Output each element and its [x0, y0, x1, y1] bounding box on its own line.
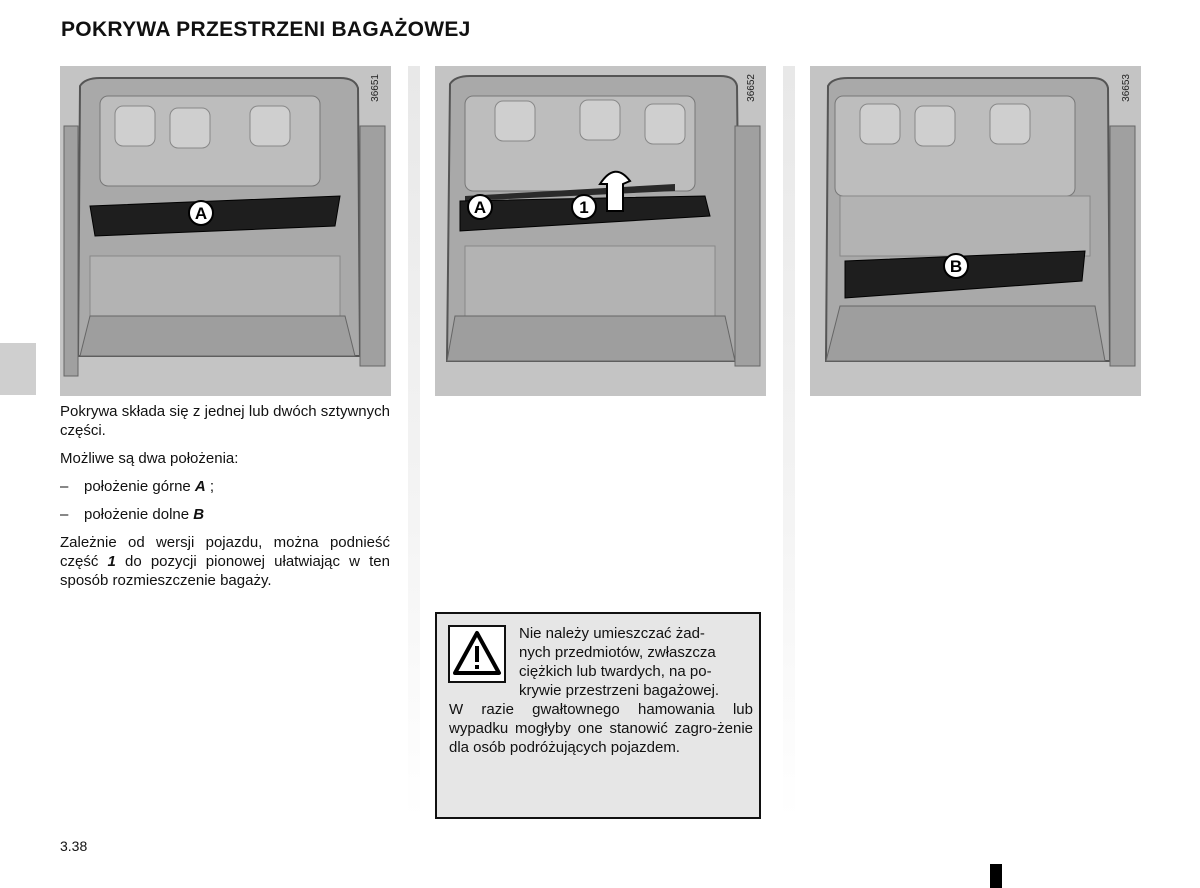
list-item: – położenie dolne B — [60, 506, 205, 523]
figure-number: 36652 — [746, 74, 757, 102]
figure-fold-part — [435, 66, 766, 396]
page-title: POKRYWA PRZESTRZENI BAGAŻOWEJ — [61, 18, 471, 41]
column-divider — [408, 66, 420, 820]
body-text — [60, 402, 390, 599]
paragraph: Pokrywa składa się z jednej lub dwóch sztywnych części. — [60, 403, 390, 439]
figure-lower-position — [810, 66, 1141, 396]
figure-number: 36651 — [370, 74, 381, 102]
van-rear-illustration — [810, 66, 1141, 396]
paragraph: Możliwe są dwa położenia: — [60, 450, 239, 467]
warning-text: Nie należy umieszczać żad- nych przedmiotów, zwłaszcza ciężkich lub twardych, na po- krywie przestrzeni bagażowej. W razie gwałtownego hamowania lub wypadku mogłyby one stanowić zagro-żenie dla osób podróżujących pojazdem. — [449, 625, 753, 756]
page-edge-marker — [990, 864, 1002, 888]
chapter-tab — [0, 343, 36, 395]
callout-1: 1 — [579, 198, 589, 217]
figure-number: 36653 — [1121, 74, 1132, 102]
van-rear-illustration — [60, 66, 391, 396]
callout-A: A — [194, 204, 208, 223]
callout-A: A — [473, 198, 487, 217]
paragraph: Zależnie od wersji pojazdu, można podnieść część 1 do pozycji pionowej ułatwiając w ten sposób rozmieszczenie bagaży. — [60, 534, 390, 589]
page-number: 3.38 — [60, 838, 88, 854]
figure-upper-position — [60, 66, 391, 396]
list-item: – położenie górne A ; — [60, 478, 215, 495]
callout-B: B — [949, 257, 963, 276]
van-rear-illustration — [435, 66, 766, 396]
column-divider — [783, 66, 795, 820]
warning-box — [435, 612, 761, 819]
